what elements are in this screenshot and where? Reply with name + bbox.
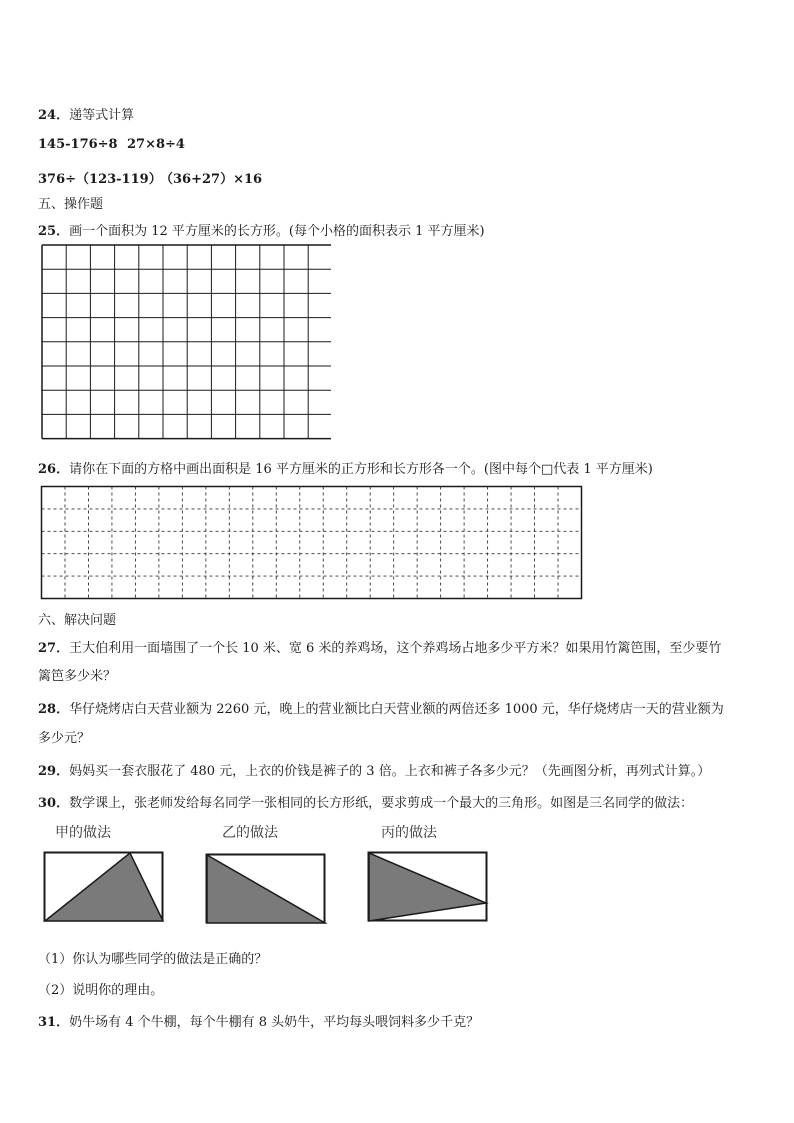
question-number: 31． (38, 1015, 70, 1030)
question-text: 华仔烧烤店白天营业额为 2260 元，晚上的营业额比白天营业额的两倍还多 1000 元，华仔烧烤店一天的营业额为 (69, 702, 724, 717)
question-text: 请你在下面的方格中画出面积是 16 平方厘米的正方形和长方形各一个。(图中每个□代表 1 平方厘米) (69, 462, 653, 477)
figure-bing-rectangle (367, 851, 489, 923)
question-27-line1 (38, 637, 721, 656)
figure-caption-bing: 丙的做法 (381, 825, 437, 841)
question-30 (38, 792, 693, 811)
square-grid-12x8[interactable] (41, 244, 331, 444)
question-number: 25． (38, 224, 70, 239)
dashed-grid[interactable] (40, 485, 583, 600)
question-29 (38, 760, 710, 779)
question-number: 24． (38, 108, 70, 123)
question-number: 30． (38, 796, 70, 811)
expression-3: 376÷（123-119） (38, 172, 162, 187)
grid-border (42, 487, 582, 599)
expression-2: 27×8÷4 (127, 137, 185, 152)
figure-caption-jia: 甲的做法 (55, 825, 111, 841)
question-30-sub2: （2）说明你的理由。 (38, 983, 164, 998)
question-number: 28． (38, 702, 70, 717)
question-25 (38, 220, 485, 239)
question-text: 妈妈买一套衣服花了 480 元，上衣的价钱是裤子的 3 倍。上衣和裤子各多少元？（先画图分析，再列式计算。） (69, 764, 711, 779)
question-text: 王大伯利用一面墙围了一个长 10 米、宽 6 米的养鸡场，这个养鸡场占地多少平方米？如果用竹篱笆围，至少要竹 (69, 641, 722, 656)
question-text: 递等式计算 (69, 108, 135, 123)
figure-yi-rectangle (205, 853, 327, 925)
question-30-sub1: （1）你认为哪些同学的做法是正确的？ (38, 952, 268, 967)
question-text: 数学课上，张老师发给每名同学一张相同的长方形纸，要求剪成一个最大的三角形。如图是三名同学的做法： (69, 796, 694, 811)
question-31 (38, 1011, 479, 1030)
section-heading-5: 五、操作题 (38, 197, 104, 212)
question-28-line2: 多少元？ (38, 731, 91, 746)
figure-caption-yi: 乙的做法 (222, 825, 278, 841)
question-number: 29． (38, 764, 70, 779)
section-heading-6: 六、解决问题 (38, 613, 117, 628)
question-26 (38, 458, 653, 477)
question-27-line2: 篱笆多少米？ (38, 669, 117, 684)
question-28-line1 (38, 698, 724, 717)
question-24-title (38, 104, 134, 123)
question-text: 奶牛场有 4 个牛棚，每个牛棚有 8 头奶牛，平均每头喂饲料多少千克？ (69, 1015, 480, 1030)
question-number: 27． (38, 641, 70, 656)
question-number: 26． (38, 462, 70, 477)
question-text: 画一个面积为 12 平方厘米的长方形。(每个小格的面积表示 1 平方厘米) (69, 224, 485, 239)
expression-1: 145-176÷8 (38, 137, 118, 152)
expression-4: （36+27）×16 (160, 172, 263, 187)
figure-jia-rectangle (43, 851, 165, 923)
